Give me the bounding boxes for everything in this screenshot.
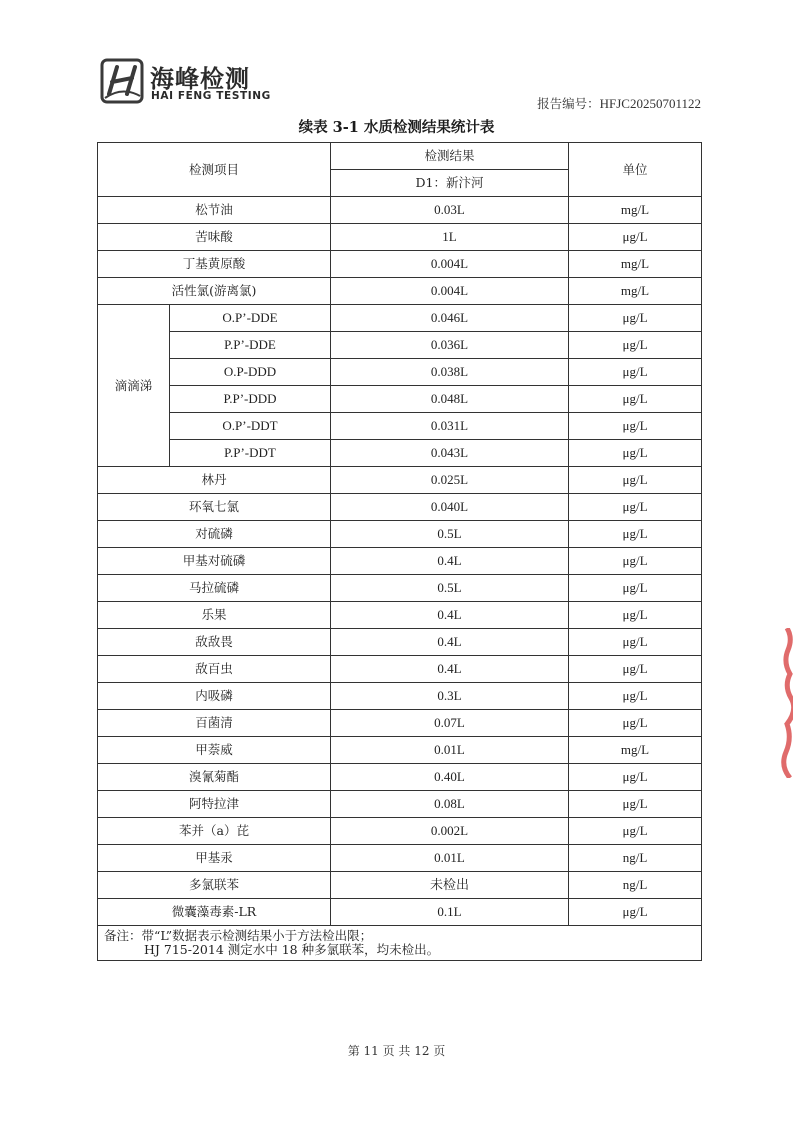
item-name: 丁基黄原酸 (98, 251, 331, 278)
item-result: 0.5L (331, 521, 569, 548)
item-unit: ng/L (569, 845, 702, 872)
item-unit: μg/L (569, 575, 702, 602)
item-result: 0.03L (331, 197, 569, 224)
table-row (98, 467, 702, 494)
item-result: 0.01L (331, 737, 569, 764)
item-result: 0.1L (331, 899, 569, 926)
report-number-value: HFJC20250701122 (599, 96, 701, 111)
item-name: 敌百虫 (98, 656, 331, 683)
page-footer: 第 11 页 共 12 页 (347, 1044, 446, 1058)
table-row (98, 386, 702, 413)
table-row (98, 683, 702, 710)
item-name: 对硫磷 (98, 521, 331, 548)
sub-item-name: P.P’-DDE (170, 332, 331, 359)
table-row (98, 494, 702, 521)
item-unit: μg/L (569, 494, 702, 521)
sub-item-name: O.P’-DDT (170, 413, 331, 440)
item-result: 0.004L (331, 251, 569, 278)
item-result: 0.043L (331, 440, 569, 467)
item-name: 马拉硫磷 (98, 575, 331, 602)
header-item: 检测项目 (98, 143, 331, 197)
item-result: 0.025L (331, 467, 569, 494)
item-result: 1L (331, 224, 569, 251)
item-unit: μg/L (569, 818, 702, 845)
item-result: 0.4L (331, 656, 569, 683)
table-row (98, 899, 702, 926)
table-row (98, 764, 702, 791)
item-name: 苯并（a）芘 (98, 818, 331, 845)
item-name: 松节油 (98, 197, 331, 224)
header-site: D1：新汴河 (331, 170, 569, 197)
table-row (98, 656, 702, 683)
logo-english-name: HAI FENG TESTING (151, 90, 271, 102)
table-row (98, 224, 702, 251)
item-result: 0.038L (331, 359, 569, 386)
item-result: 0.040L (331, 494, 569, 521)
item-name: 微囊藻毒素-LR (98, 899, 331, 926)
item-name: 阿特拉津 (98, 791, 331, 818)
table-row (98, 251, 702, 278)
item-result: 0.004L (331, 278, 569, 305)
table-row (98, 332, 702, 359)
report-number (537, 94, 701, 112)
table-row (98, 818, 702, 845)
table-row (98, 197, 702, 224)
item-result: 0.002L (331, 818, 569, 845)
item-unit: μg/L (569, 656, 702, 683)
table-row (98, 305, 702, 332)
item-result: 0.40L (331, 764, 569, 791)
company-logo (100, 58, 270, 106)
page-title: 续表 3-1 水质检测结果统计表 (298, 119, 495, 136)
item-result: 0.07L (331, 710, 569, 737)
item-result: 0.3L (331, 683, 569, 710)
item-unit: mg/L (569, 278, 702, 305)
sub-item-name: P.P’-DDD (170, 386, 331, 413)
item-name: 林丹 (98, 467, 331, 494)
table-row (98, 710, 702, 737)
item-result: 0.4L (331, 629, 569, 656)
item-name: 活性氯(游离氯) (98, 278, 331, 305)
item-unit: μg/L (569, 413, 702, 440)
logo-chinese-name: 海峰检测 (150, 65, 250, 93)
table-row (98, 872, 702, 899)
table-row (98, 521, 702, 548)
item-name: 百菌清 (98, 710, 331, 737)
results-table (97, 142, 702, 961)
item-unit: μg/L (569, 710, 702, 737)
item-result: 0.01L (331, 845, 569, 872)
item-unit: μg/L (569, 899, 702, 926)
report-number-label: 报告编号： (537, 96, 600, 111)
item-name: 环氧七氯 (98, 494, 331, 521)
item-result: 0.4L (331, 548, 569, 575)
item-unit: mg/L (569, 251, 702, 278)
item-result: 未检出 (331, 872, 569, 899)
table-row (98, 845, 702, 872)
item-result: 0.046L (331, 305, 569, 332)
item-unit: μg/L (569, 305, 702, 332)
item-unit: μg/L (569, 602, 702, 629)
item-result: 0.036L (331, 332, 569, 359)
table-row (98, 629, 702, 656)
item-unit: ng/L (569, 872, 702, 899)
item-result: 0.031L (331, 413, 569, 440)
header-unit: 单位 (569, 143, 702, 197)
item-result: 0.048L (331, 386, 569, 413)
table-row (98, 791, 702, 818)
item-unit: μg/L (569, 629, 702, 656)
item-unit: μg/L (569, 683, 702, 710)
haifeng-logo-icon (100, 58, 144, 104)
table-row (98, 737, 702, 764)
item-name: 多氯联苯 (98, 872, 331, 899)
item-unit: μg/L (569, 224, 702, 251)
group-name: 滴滴涕 (98, 305, 170, 467)
table-row (98, 440, 702, 467)
item-unit: μg/L (569, 386, 702, 413)
item-unit: μg/L (569, 467, 702, 494)
item-name: 甲基汞 (98, 845, 331, 872)
item-name: 敌敌畏 (98, 629, 331, 656)
header-result: 检测结果 (331, 143, 569, 170)
sub-item-name: O.P’-DDE (170, 305, 331, 332)
table-note (98, 926, 702, 961)
item-unit: μg/L (569, 521, 702, 548)
table-row (98, 548, 702, 575)
sub-item-name: P.P’-DDT (170, 440, 331, 467)
item-unit: mg/L (569, 197, 702, 224)
table-row (98, 602, 702, 629)
table-header-row (98, 143, 702, 170)
item-name: 甲基对硫磷 (98, 548, 331, 575)
results-table-body (98, 143, 702, 961)
item-unit: μg/L (569, 764, 702, 791)
table-row (98, 278, 702, 305)
item-result: 0.4L (331, 602, 569, 629)
item-unit: μg/L (569, 791, 702, 818)
item-result: 0.5L (331, 575, 569, 602)
note-row (98, 926, 702, 961)
item-name: 苦味酸 (98, 224, 331, 251)
item-name: 乐果 (98, 602, 331, 629)
table-row (98, 413, 702, 440)
item-result: 0.08L (331, 791, 569, 818)
table-row (98, 575, 702, 602)
item-name: 甲萘威 (98, 737, 331, 764)
item-unit: μg/L (569, 440, 702, 467)
note-line-1: 备注：带“L”数据表示检测结果小于方法检出限； (104, 928, 373, 943)
seal-stamp-edge (781, 628, 793, 778)
item-unit: mg/L (569, 737, 702, 764)
sub-item-name: O.P-DDD (170, 359, 331, 386)
note-line-2: HJ 715-2014 测定水中 18 种多氯联苯，均未检出。 (144, 941, 440, 957)
item-unit: μg/L (569, 332, 702, 359)
item-name: 内吸磷 (98, 683, 331, 710)
item-name: 溴氰菊酯 (98, 764, 331, 791)
table-row (98, 359, 702, 386)
item-unit: μg/L (569, 548, 702, 575)
item-unit: μg/L (569, 359, 702, 386)
